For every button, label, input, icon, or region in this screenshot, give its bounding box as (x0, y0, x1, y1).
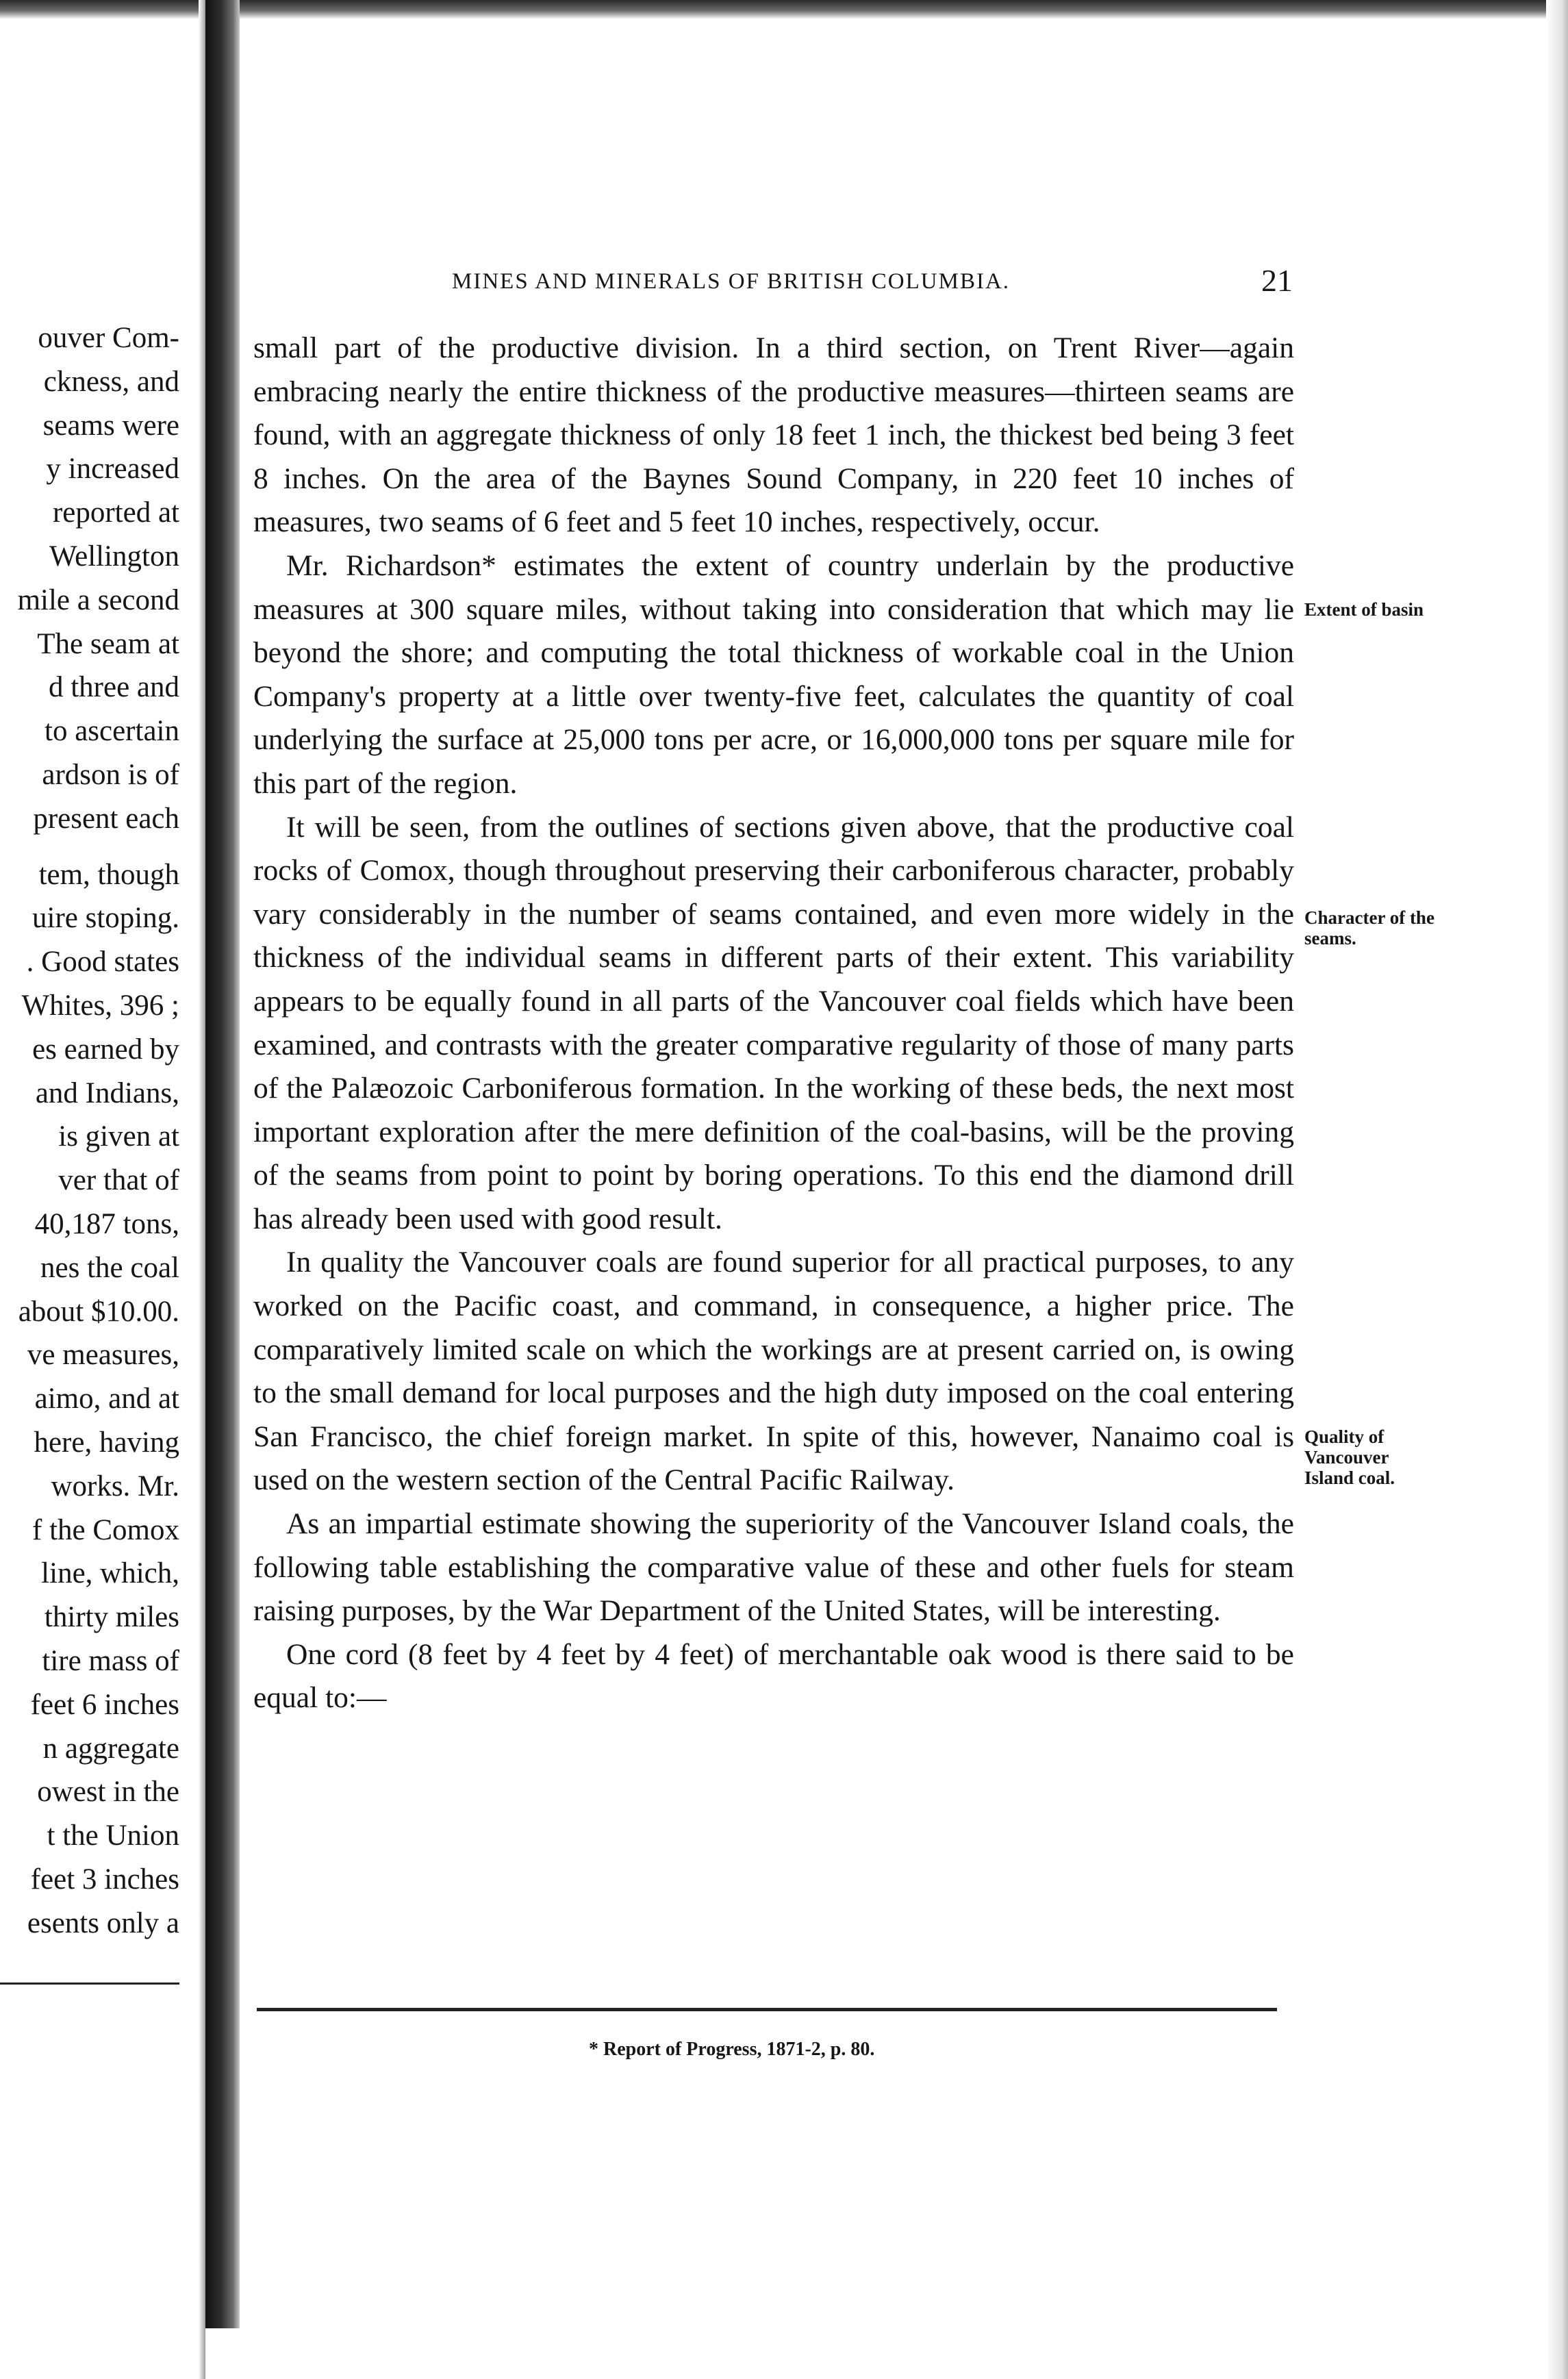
paragraph: As an impartial estimate showing the superiority of the Vancouver Island coals, the following table establishing the comparative value of these and other fuels for steam raising purposes, by the War Department of the United States, will be interesting. (253, 1507, 1294, 1628)
previous-page-fragment (0, 316, 179, 1945)
fragment-line: tem, though (38, 858, 179, 891)
fragment-line: Wellington (49, 540, 179, 572)
fragment-line: y increased (46, 453, 179, 486)
fragment-line: seams were (42, 409, 179, 442)
fragment-line: n aggregate (42, 1732, 179, 1765)
fragment-line: reported at (52, 496, 179, 529)
running-head: MINES AND MINERALS OF BRITISH COLUMBIA. (452, 269, 1011, 294)
margin-note-quality: Quality of Vancouver Island coal. (1304, 1426, 1395, 1488)
fragment-line: here, having (34, 1426, 179, 1459)
fragment-line: present each (33, 802, 179, 835)
fragment-line: works. Mr. (51, 1470, 179, 1502)
paragraph: In quality the Vancouver coals are found superior for all practical purposes, to any worked on the Pacific coast, and command, in consequence, a higher price. The comparatively limited scale on which the workings are at present carried on, is owing to the small demand for local purposes and the high duty imposed on the coal entering San Francisco, the chief foreign market. In spite of this, however, Nanaimo coal is used on the western section of the Central Pacific Railway. (253, 1246, 1294, 1497)
fragment-line: d three and (48, 671, 179, 704)
paragraph: small part of the productive division. In a third section, on Trent River—again embracing nearly the entire thickness of the productive measures—thirteen seams are found, with an aggregate thickness of only 18 feet 1 inch, the thickest bed being 3 feet 8 inches. On the area of the Baynes Sound Company, in 220 feet 10 inches of measures, two seams of 6 feet and 5 feet 10 inches, respectively, occur. (253, 331, 1294, 539)
paragraph: It will be seen, from the outlines of sections given above, that the productive coal rocks of Comox, though throughout preserving their carboniferous character, probably vary considerably in the number of seams contained, and even more widely in the thickness of the individual seams in different parts of their extent. This variability appears to be equally found in all parts of the Vancouver coal fields which have been examined, and contrasts with the greater comparative regularity of those of many parts of the Palæozoic Carboniferous formation. In the working of these beds, the next most important exploration after the mere definition of the coal-basins, will be the proving of the seams from point to point by boring operations. To this end the diamond drill has already been used with good result. (253, 810, 1294, 1235)
fragment-line: ckness, and (43, 365, 179, 398)
right-page-edge (1546, 0, 1568, 2379)
fragment-line: uire stoping. (32, 902, 179, 935)
fragment-line: 40,187 tons, (34, 1207, 179, 1240)
fragment-line: t the Union (47, 1820, 179, 1852)
fragment-line: The seam at (37, 627, 179, 660)
fragment-line: aimo, and at (34, 1383, 179, 1415)
fragment-line: is given at (58, 1120, 179, 1153)
margin-note-extent: Extent of basin (1304, 599, 1424, 620)
fragment-line: tire mass of (42, 1644, 179, 1677)
fragment-line: owest in the (37, 1776, 179, 1809)
fragment-line: thirty miles (44, 1601, 179, 1634)
fragment-line: ouver Com- (38, 322, 179, 354)
fragment-line: ardson is of (42, 758, 179, 791)
fragment-line: to ascertain (45, 715, 179, 748)
fragment-line: ve measures, (27, 1339, 179, 1372)
fragment-line: ver that of (58, 1164, 179, 1197)
footnote: * Report of Progress, 1871-2, p. 80. (589, 2039, 875, 2060)
fragment-line: mile a second (17, 583, 179, 616)
previous-page-rule (0, 1982, 179, 1985)
fragment-line: esents only a (27, 1906, 179, 1939)
fragment-line: Whites, 396 ; (21, 989, 179, 1022)
fragment-line: f the Comox (32, 1513, 179, 1546)
body-text (253, 327, 1294, 1720)
fragment-line: and Indians, (35, 1077, 179, 1109)
fragment-line: about $10.00. (18, 1295, 179, 1328)
left-page-edge (199, 0, 205, 2379)
margin-note-character: Character of the seams. (1304, 907, 1434, 948)
fragment-line: nes the coal (40, 1251, 179, 1284)
fragment-line: line, which, (41, 1557, 179, 1590)
page-number: 21 (1261, 263, 1293, 298)
footnote-rule (257, 2008, 1277, 2011)
paragraph: Mr. Richardson* estimates the extent of country underlain by the productive measures at 300 square miles, without taking into consideration that which may lie beyond the shore; and computing the total thickness of workable coal in the Union Company's property at a little over twenty-five feet, calculates the quantity of coal underlying the surface at 25,000 tons per acre, or 16,000,000 tons per square mile for this part of the region. (253, 549, 1294, 800)
fragment-line: feet 6 inches (30, 1688, 179, 1721)
fragment-line: . Good states (26, 946, 179, 979)
fragment-line: es earned by (32, 1033, 179, 1066)
paragraph: One cord (8 feet by 4 feet by 4 feet) of merchantable oak wood is there said to be equal to:— (253, 1637, 1294, 1715)
binding-gutter (205, 0, 240, 2328)
fragment-line: feet 3 inches (30, 1863, 179, 1896)
